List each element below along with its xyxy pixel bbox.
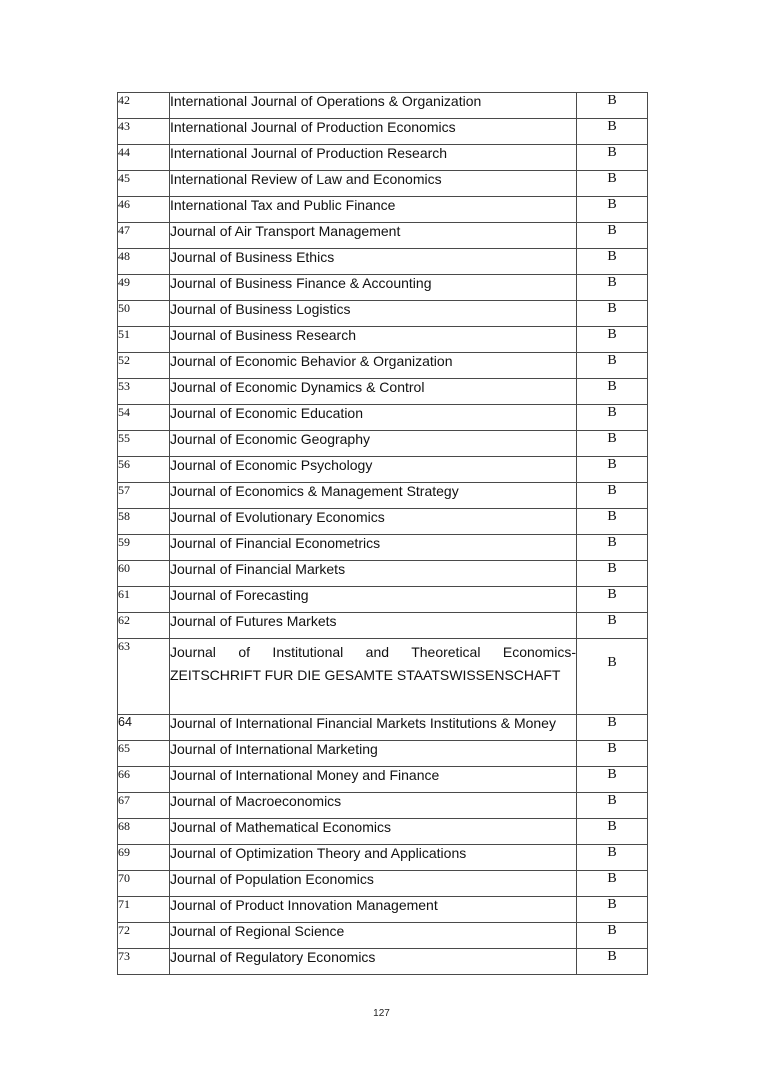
journal-name: Journal of Optimization Theory and Applications bbox=[170, 845, 577, 871]
journal-grade: B bbox=[577, 301, 648, 327]
table-row bbox=[118, 871, 648, 897]
journal-name: International Journal of Production Economics bbox=[170, 119, 577, 145]
table-row bbox=[118, 405, 648, 431]
journal-grade: B bbox=[577, 249, 648, 275]
journal-name: Journal of International Marketing bbox=[170, 741, 577, 767]
journal-grade: B bbox=[577, 327, 648, 353]
journal-name: Journal of Financial Markets bbox=[170, 561, 577, 587]
journal-grade: B bbox=[577, 923, 648, 949]
journal-name: Journal of International Financial Markets Institutions & Money bbox=[170, 715, 577, 741]
row-number: 61 bbox=[118, 587, 170, 613]
journal-name: Journal of Mathematical Economics bbox=[170, 819, 577, 845]
journal-name: Journal of Economic Psychology bbox=[170, 457, 577, 483]
journal-grade: B bbox=[577, 145, 648, 171]
journal-grade: B bbox=[577, 561, 648, 587]
journal-grade: B bbox=[577, 223, 648, 249]
table-row bbox=[118, 249, 648, 275]
table-row bbox=[118, 353, 648, 379]
row-number: 72 bbox=[118, 923, 170, 949]
journal-grade: B bbox=[577, 379, 648, 405]
page-number: 127 bbox=[373, 1008, 390, 1019]
row-number: 71 bbox=[118, 897, 170, 923]
journal-grade: B bbox=[577, 509, 648, 535]
journal-grade: B bbox=[577, 171, 648, 197]
journal-name: Journal of Macroeconomics bbox=[170, 793, 577, 819]
journal-name: International Journal of Production Research bbox=[170, 145, 577, 171]
journal-grade: B bbox=[577, 793, 648, 819]
row-number: 56 bbox=[118, 457, 170, 483]
journal-grade: B bbox=[577, 353, 648, 379]
row-number: 55 bbox=[118, 431, 170, 457]
row-number: 51 bbox=[118, 327, 170, 353]
table-row bbox=[118, 197, 648, 223]
journal-name: International Review of Law and Economics bbox=[170, 171, 577, 197]
journal-grade: B bbox=[577, 119, 648, 145]
journal-grade: B bbox=[577, 457, 648, 483]
journal-name: Journal of Business Finance & Accounting bbox=[170, 275, 577, 301]
journal-grade: B bbox=[577, 845, 648, 871]
table-row bbox=[118, 897, 648, 923]
row-number: 67 bbox=[118, 793, 170, 819]
journal-grade: B bbox=[577, 949, 648, 975]
journal-name: Journal of Institutional and Theoretical Economics- ZEITSCHRIFT FUR DIE GESAMTE STAATSWISSENSCHAFT bbox=[170, 639, 577, 715]
journal-name: International Tax and Public Finance bbox=[170, 197, 577, 223]
table-row bbox=[118, 923, 648, 949]
journal-name: Journal of Economic Dynamics & Control bbox=[170, 379, 577, 405]
journal-name: Journal of Regional Science bbox=[170, 923, 577, 949]
journal-name: Journal of Regulatory Economics bbox=[170, 949, 577, 975]
journal-name: Journal of International Money and Finance bbox=[170, 767, 577, 793]
journal-name: Journal of Futures Markets bbox=[170, 613, 577, 639]
journal-ranking-table bbox=[117, 92, 648, 975]
row-number: 62 bbox=[118, 613, 170, 639]
table-row bbox=[118, 845, 648, 871]
row-number: 44 bbox=[118, 145, 170, 171]
table-row bbox=[118, 639, 648, 715]
journal-name: Journal of Business Logistics bbox=[170, 301, 577, 327]
journal-name: Journal of Economic Geography bbox=[170, 431, 577, 457]
table-row bbox=[118, 587, 648, 613]
journal-grade: B bbox=[577, 715, 648, 741]
table-row bbox=[118, 171, 648, 197]
row-number: 73 bbox=[118, 949, 170, 975]
journal-grade: B bbox=[577, 197, 648, 223]
row-number: 57 bbox=[118, 483, 170, 509]
journal-grade: B bbox=[577, 431, 648, 457]
journal-grade: B bbox=[577, 897, 648, 923]
journal-name: Journal of Forecasting bbox=[170, 587, 577, 613]
table-row bbox=[118, 535, 648, 561]
row-number: 60 bbox=[118, 561, 170, 587]
table-row bbox=[118, 483, 648, 509]
row-number: 48 bbox=[118, 249, 170, 275]
journal-name: International Journal of Operations & Organization bbox=[170, 93, 577, 119]
row-number: 69 bbox=[118, 845, 170, 871]
table-row bbox=[118, 301, 648, 327]
table-row bbox=[118, 949, 648, 975]
journal-name: Journal of Business Ethics bbox=[170, 249, 577, 275]
row-number: 59 bbox=[118, 535, 170, 561]
journal-grade: B bbox=[577, 767, 648, 793]
journal-name: Journal of Air Transport Management bbox=[170, 223, 577, 249]
table-row bbox=[118, 223, 648, 249]
table-row bbox=[118, 275, 648, 301]
row-number: 43 bbox=[118, 119, 170, 145]
journal-grade: B bbox=[577, 613, 648, 639]
row-number: 66 bbox=[118, 767, 170, 793]
journal-name: Journal of Evolutionary Economics bbox=[170, 509, 577, 535]
journal-table-body bbox=[118, 93, 648, 975]
row-number: 45 bbox=[118, 171, 170, 197]
table-row bbox=[118, 741, 648, 767]
journal-grade: B bbox=[577, 483, 648, 509]
table-row bbox=[118, 715, 648, 741]
table-row bbox=[118, 509, 648, 535]
row-number: 53 bbox=[118, 379, 170, 405]
journal-name: Journal of Financial Econometrics bbox=[170, 535, 577, 561]
journal-grade: B bbox=[577, 275, 648, 301]
journal-grade: B bbox=[577, 741, 648, 767]
table-row bbox=[118, 145, 648, 171]
table-row bbox=[118, 819, 648, 845]
journal-name: Journal of Economics & Management Strategy bbox=[170, 483, 577, 509]
table-row bbox=[118, 767, 648, 793]
row-number: 42 bbox=[118, 93, 170, 119]
journal-grade: B bbox=[577, 819, 648, 845]
row-number: 49 bbox=[118, 275, 170, 301]
row-number: 50 bbox=[118, 301, 170, 327]
row-number: 68 bbox=[118, 819, 170, 845]
table-row bbox=[118, 93, 648, 119]
journal-name: Journal of Business Research bbox=[170, 327, 577, 353]
row-number: 70 bbox=[118, 871, 170, 897]
journal-grade: B bbox=[577, 93, 648, 119]
table-row bbox=[118, 327, 648, 353]
journal-name: Journal of Economic Behavior & Organization bbox=[170, 353, 577, 379]
table-row bbox=[118, 793, 648, 819]
table-row bbox=[118, 457, 648, 483]
row-number: 58 bbox=[118, 509, 170, 535]
row-number: 52 bbox=[118, 353, 170, 379]
table-row bbox=[118, 119, 648, 145]
journal-name: Journal of Population Economics bbox=[170, 871, 577, 897]
row-number: 54 bbox=[118, 405, 170, 431]
table-row bbox=[118, 613, 648, 639]
row-number: 46 bbox=[118, 197, 170, 223]
journal-grade: B bbox=[577, 639, 648, 715]
journal-name: Journal of Economic Education bbox=[170, 405, 577, 431]
journal-grade: B bbox=[577, 871, 648, 897]
journal-grade: B bbox=[577, 535, 648, 561]
table-row bbox=[118, 561, 648, 587]
row-number: 65 bbox=[118, 741, 170, 767]
table-row bbox=[118, 379, 648, 405]
row-number: 63 bbox=[118, 639, 170, 715]
table-row bbox=[118, 431, 648, 457]
journal-grade: B bbox=[577, 587, 648, 613]
journal-name: Journal of Product Innovation Management bbox=[170, 897, 577, 923]
row-number: 64 bbox=[118, 715, 170, 741]
row-number: 47 bbox=[118, 223, 170, 249]
journal-grade: B bbox=[577, 405, 648, 431]
